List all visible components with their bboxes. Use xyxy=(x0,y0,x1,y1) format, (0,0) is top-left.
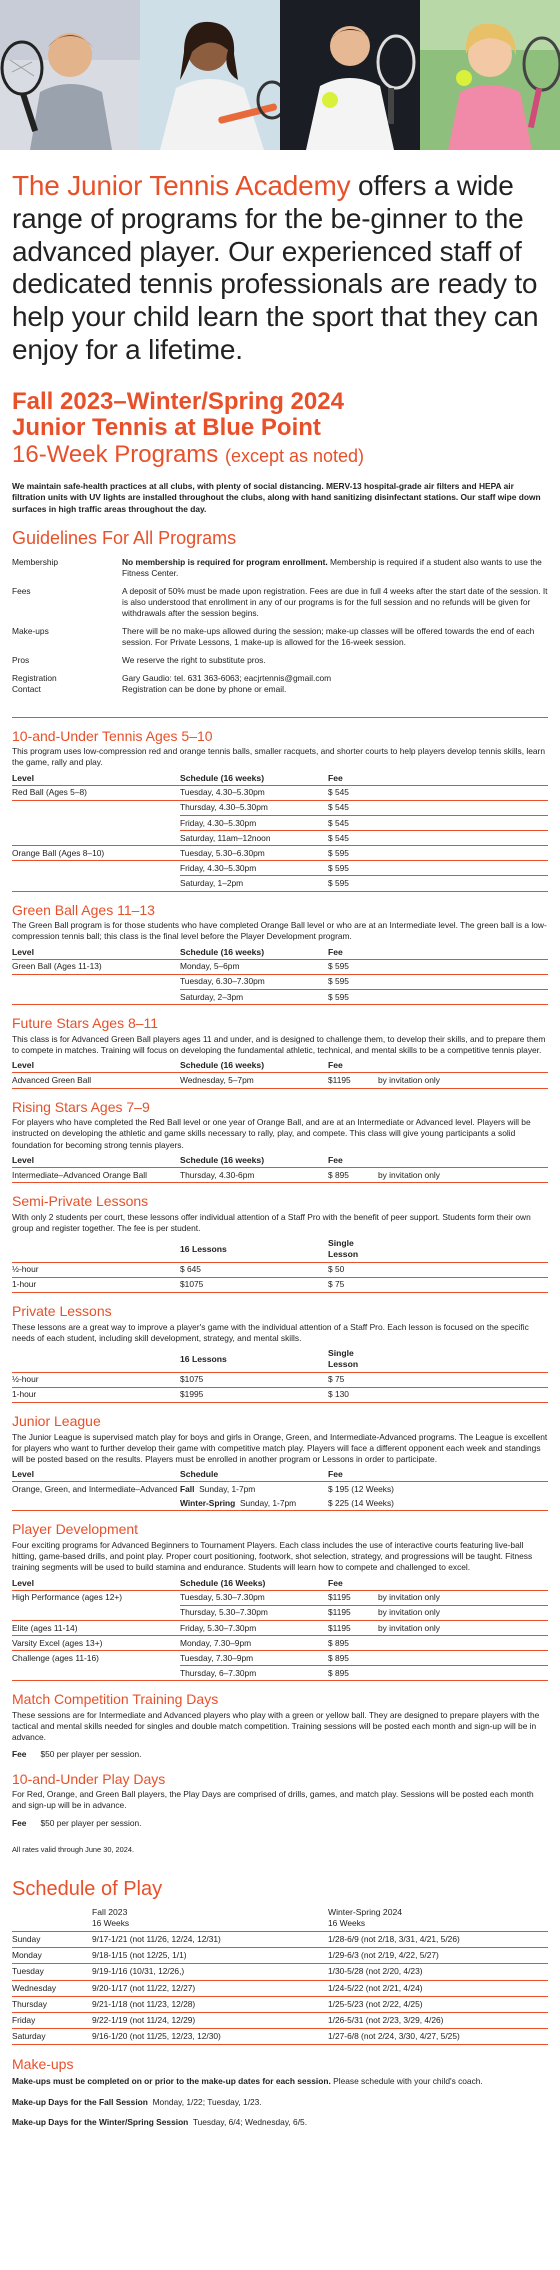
schedule-day: Saturday xyxy=(12,2028,92,2044)
makeups-winter xyxy=(12,2117,548,2128)
league-winter-label: Winter-Spring xyxy=(180,1497,236,1508)
rates-footnote: All rates valid through June 30, 2024. xyxy=(12,1844,135,1854)
table-header-row xyxy=(12,1347,548,1372)
makeups-rule-text: Please schedule with your child's coach. xyxy=(330,2076,483,2087)
league-fall-fee: $ 195 (12 Weeks) xyxy=(328,1483,394,1494)
table-cell xyxy=(378,1372,548,1387)
league-winter-fee: $ 225 (14 Weeks) xyxy=(328,1496,548,1511)
guideline-value xyxy=(122,673,548,702)
table-row xyxy=(12,1277,548,1292)
play-days-fee xyxy=(12,1818,548,1829)
table-cell: $ 545 xyxy=(328,785,378,800)
table-cell: ½-hour xyxy=(12,1372,180,1387)
schedule-winter-dates: 1/28-6/9 (not 2/18, 3/31, 4/21, 5/26) xyxy=(328,1932,548,1948)
guideline-row xyxy=(12,655,548,673)
table-cell: High Performance (ages 12+) xyxy=(12,1592,123,1603)
table-cell xyxy=(12,831,180,846)
private-table xyxy=(12,1347,548,1403)
table-row xyxy=(12,831,548,846)
league-title: Junior League xyxy=(12,1412,101,1429)
column-header: Fee xyxy=(328,1059,378,1073)
schedule-day: Sunday xyxy=(12,1932,92,1948)
table-header-row xyxy=(12,1059,548,1073)
league-header-fee: Fee xyxy=(328,1468,548,1482)
table-cell: $ 595 xyxy=(328,861,378,876)
guideline-key: Membership xyxy=(12,556,59,567)
table-cell xyxy=(12,1666,180,1681)
table-cell: $ 130 xyxy=(328,1387,378,1402)
teen-boy-holding-ball-photo xyxy=(280,0,420,150)
guideline-row xyxy=(12,626,548,655)
table-cell: Tuesday, 6.30–7.30pm xyxy=(180,974,328,989)
rising-stars-name: Rising Stars xyxy=(12,1098,88,1115)
match-training-fee-value: $50 per player per session. xyxy=(40,1749,142,1760)
schedule-day: Tuesday xyxy=(12,1964,92,1980)
table-cell xyxy=(378,800,548,815)
table-row xyxy=(12,1605,548,1620)
column-header xyxy=(378,1347,548,1372)
table-cell: Advanced Green Ball xyxy=(12,1073,180,1088)
guideline-text: We reserve the right to substitute pros. xyxy=(122,655,266,666)
section-divider xyxy=(12,717,548,718)
guidelines-table xyxy=(12,557,548,703)
schedule-winter-dates: 1/30-5/28 (not 2/20, 4/23) xyxy=(328,1964,548,1980)
table-cell: Challenge (ages 11-16) xyxy=(12,1652,99,1663)
table-cell: Thursday, 4.30-6pm xyxy=(180,1168,328,1183)
table-row xyxy=(12,846,548,861)
column-header xyxy=(378,772,548,786)
table-cell: $ 895 xyxy=(328,1636,378,1651)
league-table xyxy=(12,1468,548,1512)
table-cell: $1075 xyxy=(180,1372,328,1387)
table-cell: $ 595 xyxy=(328,990,378,1005)
table-cell: $ 595 xyxy=(328,846,378,861)
schedule-title: Schedule of Play xyxy=(12,1878,163,1901)
schedule-row xyxy=(12,2012,548,2028)
column-header xyxy=(378,1059,548,1073)
table-row xyxy=(12,1621,548,1636)
private-name: Private Lessons xyxy=(12,1302,112,1319)
green-ball-description: The Green Ball program is for those students who have completed Orange Ball level or who are at an Intermediate level. The green ball is a low-compression tennis ball; this class is the final level before the Player Development program. xyxy=(12,920,547,942)
table-cell: $ 545 xyxy=(328,816,378,831)
guideline-row xyxy=(12,673,548,702)
column-header: Level xyxy=(12,1154,180,1168)
makeups-fall-label: Make-up Days for the Fall Session xyxy=(12,2097,148,2108)
season-heading xyxy=(12,389,548,470)
table-cell: Thursday, 5.30–7.30pm xyxy=(180,1605,328,1620)
photo-strip xyxy=(0,0,560,150)
table-cell xyxy=(378,959,548,974)
table-cell: by invitation only xyxy=(378,1605,548,1620)
column-header: Level xyxy=(12,946,180,960)
makeups-section xyxy=(12,2055,548,2128)
play-days-fee-value: $50 per player per session. xyxy=(40,1817,142,1828)
safety-notice: We maintain safe-health practices at all clubs, with plenty of social distancing. MERV-13 hospital-grade air filters and HEPA air filtration units with UV lights are installed throughout the clubs, along with hand sanitizing disinfectant stations. Our staff wipe down surfaces in high traffic areas throughout the day. xyxy=(12,481,541,514)
academy-name: The Junior Tennis Academy xyxy=(12,170,351,201)
table-cell xyxy=(12,876,180,891)
schedule-row xyxy=(12,1932,548,1948)
guideline-row xyxy=(12,586,548,626)
guideline-value xyxy=(122,655,548,673)
makeups-rule-bold: Make-ups must be completed on or prior to the make-up dates for each session. xyxy=(12,2076,331,2087)
table-row xyxy=(12,1168,548,1183)
table-cell: by invitation only xyxy=(378,1073,548,1088)
guideline-emphasis: No membership is required for program enrollment. xyxy=(122,556,328,567)
table-cell: Thursday, 4.30–5.30pm xyxy=(180,800,328,815)
table-cell: Saturday, 2–3pm xyxy=(180,990,328,1005)
league-level: Orange, Green, and Intermediate–Advanced xyxy=(12,1482,180,1511)
guideline-text: Membership is required if a student also wants to use the Fitness Center. xyxy=(122,556,542,578)
column-header: 16 Lessons xyxy=(180,1237,328,1262)
rising-stars-ages: Ages 7–9 xyxy=(90,1098,150,1115)
column-header: 16 Lessons xyxy=(180,1347,328,1372)
table-cell: $ 595 xyxy=(328,876,378,891)
dev-header-fee: Fee xyxy=(328,1577,378,1591)
table-cell xyxy=(378,861,548,876)
schedule-day: Monday xyxy=(12,1948,92,1964)
table-cell: $ 645 xyxy=(180,1262,328,1277)
guideline-value xyxy=(122,557,548,586)
table-header-row xyxy=(12,946,548,960)
table-cell: 1-hour xyxy=(12,1277,180,1292)
green-ball-title xyxy=(12,902,548,919)
schedule-winter-weeks: 16 Weeks xyxy=(328,1918,548,1932)
guideline-text: There will be no make-ups allowed during the session; make-up classes will be offered towards the end of each session. For Private Lessons, 1 make-up is allowed for the 16-week session. xyxy=(122,626,535,648)
table-cell: $1195 xyxy=(328,1621,378,1636)
table-cell: $ 75 xyxy=(328,1372,378,1387)
private-title xyxy=(12,1303,548,1320)
table-cell xyxy=(378,846,548,861)
column-header: Level xyxy=(12,1059,180,1073)
match-training-fee-label: Fee xyxy=(12,1749,27,1760)
table-cell: Friday, 5.30–7.30pm xyxy=(180,1621,328,1636)
semi-private-description: With only 2 students per court, these lessons offer individual attention of a Staff Pro with the benefit of peer support. Students form their own group and register together. The fee is per student. xyxy=(12,1211,531,1233)
column-header: Schedule (16 weeks) xyxy=(180,1154,328,1168)
guideline-row xyxy=(12,557,548,586)
table-cell xyxy=(378,974,548,989)
league-fall-time: Sunday, 1-7pm xyxy=(199,1483,256,1494)
table-row xyxy=(12,959,548,974)
table-header-row xyxy=(12,1237,548,1262)
table-cell: Saturday, 1–2pm xyxy=(180,876,328,891)
development-title: Player Development xyxy=(12,1521,139,1538)
table-row xyxy=(12,1651,548,1666)
schedule-fall-dates: 9/20-1/17 (not 11/22, 12/27) xyxy=(92,1980,328,1996)
boy-with-racket-photo xyxy=(0,0,140,150)
guideline-text: A deposit of 50% must be made upon registration. Fees are due in full 4 weeks after the start date of the session. It is also understood that enrollment in any of our programs is for the full session and no refunds will be given for withdrawals after the session begins. xyxy=(122,585,548,618)
table-cell: $ 545 xyxy=(328,831,378,846)
column-header xyxy=(378,1154,548,1168)
table-cell xyxy=(12,1605,180,1620)
dev-header-note xyxy=(378,1577,548,1591)
table-cell xyxy=(378,1666,548,1681)
column-header: Schedule (16 weeks) xyxy=(180,772,328,786)
development-table xyxy=(12,1577,548,1682)
play-days-description: For Red, Orange, and Green Ball players, the Play Days are comprised of drills, games, and match play. Sessions will be posted each month and sign-up will be in advance. xyxy=(12,1789,534,1811)
season-dates: Fall 2023–Winter/Spring 2024 xyxy=(12,387,344,415)
schedule-table xyxy=(12,1907,548,2045)
schedule-winter-dates: 1/25-5/23 (not 2/22, 4/25) xyxy=(328,1996,548,2012)
schedule-fall-header: Fall 2023 xyxy=(92,1906,128,1917)
table-cell: $1195 xyxy=(328,1073,378,1088)
league-winter-schedule xyxy=(180,1496,328,1511)
ten-and-under-title xyxy=(12,728,548,745)
column-header xyxy=(12,1237,180,1262)
table-cell xyxy=(378,785,548,800)
future-stars-description: This class is for Advanced Green Ball players ages 11 and under, and is designed to challenge them, to develop their skills, and to prepare them to compete in matches. Training will focus on developing the fundamental athletic, technical, and mental skills to be a competitive tennis player. xyxy=(12,1033,546,1056)
schedule-day-header xyxy=(12,1907,92,1918)
schedule-row xyxy=(12,1996,548,2012)
semi-private-title xyxy=(12,1193,548,1210)
guideline-key: Registration Contact xyxy=(12,673,57,695)
table-cell: Monday, 7.30–9pm xyxy=(180,1636,328,1651)
green-ball-name: Green Ball xyxy=(12,901,79,918)
table-cell: ½-hour xyxy=(12,1262,180,1277)
table-cell: Friday, 4.30–5.30pm xyxy=(180,816,328,831)
schedule-fall-dates: 9/16-1/20 (not 11/25, 12/23, 12/30) xyxy=(92,2028,328,2044)
match-training-description: These sessions are for Intermediate and Advanced players who play with a green or yellow ball. They are designed to prepare players with the tactical and mental skills needed for singles and double match competition. Training sessions will be posted each month and sign-up will be in advance. xyxy=(12,1710,540,1743)
rising-stars-table xyxy=(12,1154,548,1183)
table-row xyxy=(12,990,548,1005)
table-cell: Tuesday, 4.30–5.30pm xyxy=(180,785,328,800)
table-row xyxy=(12,800,548,815)
league-winter-time: Sunday, 1-7pm xyxy=(239,1497,297,1508)
table-row xyxy=(12,974,548,989)
table-cell xyxy=(378,816,548,831)
table-cell xyxy=(12,800,180,815)
guideline-key: Pros xyxy=(12,655,30,666)
table-cell: $1995 xyxy=(180,1387,328,1402)
schedule-fall-dates: 9/19-1/16 (10/31, 12/26,) xyxy=(92,1964,328,1980)
table-row xyxy=(12,861,548,876)
table-cell: Varsity Excel (ages 13+) xyxy=(12,1636,180,1651)
table-cell xyxy=(12,816,180,831)
future-stars-title xyxy=(12,1015,548,1032)
schedule-winter-dates: 1/27-6/8 (not 2/24, 3/30, 4/27, 5/25) xyxy=(328,2028,548,2044)
table-cell: Friday, 4.30–5.30pm xyxy=(180,861,328,876)
guideline-value xyxy=(122,586,548,626)
league-header-schedule: Schedule xyxy=(180,1468,328,1482)
intro-paragraph xyxy=(12,170,548,367)
table-cell: Intermediate–Advanced Orange Ball xyxy=(12,1168,180,1183)
table-row xyxy=(12,1262,548,1277)
schedule-winter-dates: 1/29-6/3 (not 2/19, 4/22, 5/27) xyxy=(328,1948,548,1964)
schedule-winter-dates: 1/24-5/22 (not 2/21, 4/24) xyxy=(328,1980,548,1996)
schedule-row xyxy=(12,1964,548,1980)
table-cell xyxy=(378,876,548,891)
column-header xyxy=(12,1347,180,1372)
semi-private-name: Semi-Private Lessons xyxy=(12,1193,149,1210)
makeups-winter-label: Make-up Days for the Winter/Spring Session xyxy=(12,2116,189,2127)
table-cell: $1195 xyxy=(328,1590,378,1605)
schedule-fall-dates: 9/18-1/15 (not 12/25, 1/1) xyxy=(92,1948,328,1964)
match-training-title: Match Competition Training Days xyxy=(12,1691,219,1708)
programs-list xyxy=(12,728,548,1403)
schedule-winter-header: Winter-Spring 2024 xyxy=(328,1906,403,1917)
table-cell: Thursday, 6–7.30pm xyxy=(180,1666,328,1681)
table-cell: by invitation only xyxy=(378,1621,548,1636)
program-length-text: 16-Week Programs xyxy=(12,441,219,469)
column-header: Level xyxy=(12,772,180,786)
future-stars-name: Future Stars xyxy=(12,1015,90,1032)
table-cell: by invitation only xyxy=(378,1590,548,1605)
table-cell: $ 545 xyxy=(328,800,378,815)
guideline-key: Make-ups xyxy=(12,626,49,637)
schedule-fall-dates: 9/21-1/18 (not 11/23, 12/28) xyxy=(92,1996,328,2012)
table-cell: Green Ball (Ages 11-13) xyxy=(12,959,180,974)
table-cell: $ 595 xyxy=(328,974,378,989)
column-header: Fee xyxy=(328,1154,378,1168)
location-title: Junior Tennis at Blue Point xyxy=(12,414,321,442)
table-cell xyxy=(378,1277,548,1292)
table-cell: Red Ball (Ages 5–8) xyxy=(12,785,180,800)
program-length xyxy=(12,442,548,469)
table-row xyxy=(12,1666,548,1681)
ten-and-under-ages: Ages 5–10 xyxy=(145,727,213,744)
column-header: Schedule (16 weeks) xyxy=(180,1059,328,1073)
table-cell: $ 895 xyxy=(328,1651,378,1666)
league-fall-schedule xyxy=(180,1482,328,1497)
column-header: Schedule (16 weeks) xyxy=(180,946,328,960)
column-header: Fee xyxy=(328,946,378,960)
dev-header-level: Level xyxy=(12,1577,180,1591)
schedule-row xyxy=(12,1980,548,1996)
makeups-rule xyxy=(12,2076,548,2087)
table-cell: Saturday, 11am–12noon xyxy=(180,831,328,846)
table-cell: $ 895 xyxy=(328,1168,378,1183)
table-cell xyxy=(378,1387,548,1402)
green-ball-table xyxy=(12,946,548,1006)
table-cell: Monday, 5–6pm xyxy=(180,959,328,974)
ten-and-under-description: This program uses low-compression red and orange tennis balls, smaller racquets, and shorter courts to help players develop tennis skills, learn the game, rally and play. xyxy=(12,746,546,768)
play-days-title: 10-and-Under Play Days xyxy=(12,1770,166,1787)
schedule-row xyxy=(12,2028,548,2044)
column-header: Single Lesson xyxy=(328,1347,378,1372)
makeups-title: Make-ups xyxy=(12,2055,74,2072)
schedule-day-sub xyxy=(12,1918,92,1932)
rising-stars-title xyxy=(12,1099,548,1116)
column-header xyxy=(378,1237,548,1262)
column-header xyxy=(378,946,548,960)
table-cell xyxy=(378,831,548,846)
table-cell xyxy=(378,1636,548,1651)
guideline-text: Gary Gaudio: tel. 631 363-6063; eacjrtennis@gmail.com Registration can be done by phone or email. xyxy=(122,673,332,695)
table-cell xyxy=(12,990,180,1005)
league-fall-label: Fall xyxy=(180,1483,195,1494)
table-cell: by invitation only xyxy=(378,1168,548,1183)
guidelines-title: Guidelines For All Programs xyxy=(12,527,237,548)
league-description: The Junior League is supervised match play for boys and girls in Orange, Green, and Intermediate-Advanced programs. The League is excellent for players who want to further develop their game with competitive match play. Players will face a different opponent each week and standings will be posted based on the results. Players must be enrolled in another program or Lessons in order to participate. xyxy=(12,1431,548,1464)
table-cell xyxy=(378,1651,548,1666)
ten-and-under-name: 10-and-Under Tennis xyxy=(12,727,143,744)
table-cell xyxy=(12,861,180,876)
table-row xyxy=(12,816,548,831)
dev-header-schedule: Schedule (16 Weeks) xyxy=(180,1577,328,1591)
schedule-day: Friday xyxy=(12,2012,92,2028)
schedule-day: Thursday xyxy=(12,1996,92,2012)
table-cell: Orange Ball (Ages 8–10) xyxy=(12,846,180,861)
table-cell: $1195 xyxy=(328,1605,378,1620)
table-header-row xyxy=(12,772,548,786)
league-header-level: Level xyxy=(12,1468,180,1482)
match-training-fee xyxy=(12,1749,548,1760)
private-description: These lessons are a great way to improve a player's game with the individual attention of a Staff Pro. Each lesson is focused on the specific needs of each student, including skill development, strategy, and mental skills. xyxy=(12,1321,529,1343)
rising-stars-description: For players who have completed the Red Ball level or one year of Orange Ball, and are at an Intermediate or Advanced level. Players will be instructed on developing the athletic and game skills necessary to rally, play, and compete. This class will give young participants a solid foundation for becoming strong tennis players. xyxy=(12,1117,531,1150)
future-stars-table xyxy=(12,1059,548,1088)
girl-ready-position-photo xyxy=(140,0,280,150)
table-cell xyxy=(378,990,548,1005)
table-row xyxy=(12,876,548,891)
table-cell xyxy=(378,1262,548,1277)
schedule-day: Wednesday xyxy=(12,1980,92,1996)
green-ball-ages: Ages 11–13 xyxy=(81,901,155,918)
schedule-row xyxy=(12,1948,548,1964)
schedule-winter-dates: 1/26-5/31 (not 2/23, 3/29, 4/26) xyxy=(328,2012,548,2028)
table-cell: $ 50 xyxy=(328,1262,378,1277)
makeups-winter-days: Tuesday, 6/4; Wednesday, 6/5. xyxy=(192,2116,308,2127)
table-row xyxy=(12,1636,548,1651)
column-header: Fee xyxy=(328,772,378,786)
table-row xyxy=(12,1590,548,1605)
column-header: Single Lesson xyxy=(328,1237,378,1262)
schedule-fall-weeks: 16 Weeks xyxy=(92,1918,328,1932)
schedule-fall-dates: 9/22-1/19 (not 11/24, 12/29) xyxy=(92,2012,328,2028)
semi-private-table xyxy=(12,1237,548,1293)
makeups-fall-days: Monday, 1/22; Tuesday, 1/23. xyxy=(152,2097,262,2108)
table-cell xyxy=(12,974,180,989)
guideline-key: Fees xyxy=(12,585,31,596)
table-row xyxy=(12,1387,548,1402)
table-cell: $1075 xyxy=(180,1277,328,1292)
table-cell: $ 75 xyxy=(328,1277,378,1292)
table-row xyxy=(12,1073,548,1088)
intro-text: offers a wide range of programs for the be-ginner to the advanced player. Our experienced staff of dedicated tennis professionals are ready to help your child learn the sport that they can enjoy for a lifetime. xyxy=(12,170,539,365)
table-cell: 1-hour xyxy=(12,1387,180,1402)
development-description: Four exciting programs for Advanced Beginners to Tournament Players. Each class includes the use of interactive courts featuring live-ball hitting, game-based drills, and point play. Proper court positioning, footwork, shot selection, strategy, and progressions will be taught. Fitness training segments will be used to build stamina and endurance. Students will learn how to compete and challenged to excel. xyxy=(12,1540,533,1573)
schedule-fall-dates: 9/17-1/21 (not 11/26, 12/24, 12/31) xyxy=(92,1932,328,1948)
table-cell: Tuesday, 5.30–7.30pm xyxy=(180,1590,328,1605)
future-stars-ages: Ages 8–11 xyxy=(92,1015,159,1032)
program-length-note: (except as noted) xyxy=(224,446,365,467)
guideline-value xyxy=(122,626,548,655)
girl-with-racket-photo xyxy=(420,0,560,150)
table-row xyxy=(12,1372,548,1387)
table-cell: $ 595 xyxy=(328,959,378,974)
table-cell: Tuesday, 5.30–6.30pm xyxy=(180,846,328,861)
table-cell: $ 895 xyxy=(328,1666,378,1681)
table-row xyxy=(12,785,548,800)
ten-and-under-table xyxy=(12,772,548,892)
table-header-row xyxy=(12,1154,548,1168)
makeups-fall xyxy=(12,2097,548,2108)
table-cell: Wednesday, 5–7pm xyxy=(180,1073,328,1088)
table-cell: Elite (ages 11-14) xyxy=(12,1621,180,1636)
play-days-fee-label: Fee xyxy=(12,1817,27,1828)
table-cell: Tuesday, 7.30–9pm xyxy=(180,1651,328,1666)
